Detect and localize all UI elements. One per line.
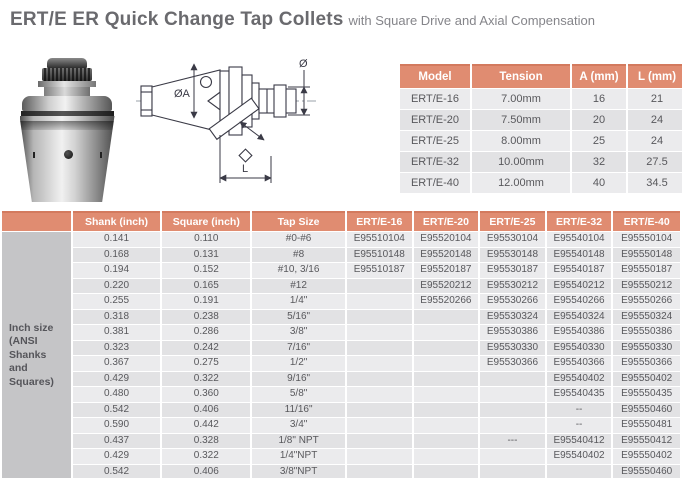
part-cell [414,387,479,402]
spec-cell: 25 [572,131,626,151]
part-cell: 0.367 [73,356,161,371]
spec-table [398,63,682,194]
page-subtitle: with Square Drive and Axial Compensation [348,13,595,28]
part-cell: 0.238 [162,310,250,325]
table-row [2,387,680,402]
part-cell: 0.542 [73,465,161,478]
product-photo [10,58,124,206]
part-cell: 0.168 [73,248,161,263]
part-cell: --- [480,434,545,449]
spec-cell: ERT/E-25 [400,131,470,151]
part-cell: E95540386 [547,325,612,340]
part-cell: 3/8" [252,325,345,340]
part-cell: 3/4" [252,418,345,433]
part-cell: E95540324 [547,310,612,325]
collet-knurled-ring [42,68,92,81]
spec-cell: 24 [628,110,682,130]
table-row [2,356,680,371]
part-cell: 0.442 [162,418,250,433]
part-cell: E95540266 [547,294,612,309]
part-cell: E95550212 [613,279,680,294]
part-cell [347,372,412,387]
table-row [2,263,680,278]
part-cell: 0.360 [162,387,250,402]
part-cell: E95530187 [480,263,545,278]
table-row [2,403,680,418]
part-cell: #0-#6 [252,232,345,247]
part-cell: 1/2" [252,356,345,371]
part-cell [480,387,545,402]
part-cell: E95550412 [613,434,680,449]
dim-label-a: ØA [174,88,190,100]
part-cell: 1/8" NPT [252,434,345,449]
column-header: Model [400,64,470,88]
part-cell: 0.429 [73,372,161,387]
part-cell [414,325,479,340]
part-cell [414,372,479,387]
table-row [400,173,682,193]
part-cell: E95540366 [547,356,612,371]
part-cell: E95550330 [613,341,680,356]
table-row [2,434,680,449]
spec-cell: 27.5 [628,152,682,172]
part-cell: 5/8" [252,387,345,402]
part-cell: E95510104 [347,232,412,247]
spec-cell: ERT/E-40 [400,173,470,193]
part-cell: 0.131 [162,248,250,263]
part-cell: 0.480 [73,387,161,402]
table-row [400,131,682,151]
spec-cell: 12.00mm [472,173,570,193]
spec-cell: 8.00mm [472,131,570,151]
part-cell [347,341,412,356]
part-cell: 0.194 [73,263,161,278]
part-cell: 0.323 [73,341,161,356]
spec-cell: 34.5 [628,173,682,193]
part-cell [347,279,412,294]
part-cell: 0.286 [162,325,250,340]
part-cell: E95550402 [613,372,680,387]
column-header: ERT/E-16 [347,211,412,231]
part-cell: 0.152 [162,263,250,278]
part-cell: E95540435 [547,387,612,402]
spec-cell: ERT/E-16 [400,89,470,109]
part-cell [347,403,412,418]
dim-label-l: L [242,163,249,175]
part-cell [480,372,545,387]
part-cell: 0.429 [73,449,161,464]
part-cell: 0.322 [162,372,250,387]
spec-cell: 16 [572,89,626,109]
collet-groove [21,111,114,116]
page-header [10,9,595,31]
part-cell: 3/8"NPT [252,465,345,478]
part-cell [414,418,479,433]
part-cell [414,356,479,371]
shank-end [141,86,152,116]
collet-slit-left [33,152,35,158]
part-cell: E95530324 [480,310,545,325]
collet-drive-hole [64,150,73,159]
column-header: ERT/E-25 [480,211,545,231]
part-cell: 1/4" [252,294,345,309]
row-group-label: Inch size (ANSI Shanks and Squares) [2,232,71,478]
part-cell: #10, 3/16 [252,263,345,278]
part-cell: E95550435 [613,387,680,402]
table-row [2,449,680,464]
part-cell: E95530386 [480,325,545,340]
table-row [400,110,682,130]
part-cell: 0.406 [162,465,250,478]
part-table-wrap [0,210,682,478]
part-cell [347,294,412,309]
part-cell: E95520187 [414,263,479,278]
part-cell: E95550402 [613,449,680,464]
table-row [2,248,680,263]
part-cell: E95550266 [613,294,680,309]
part-cell: E95520266 [414,294,479,309]
part-cell [347,449,412,464]
square-drive-square [239,149,252,162]
spec-cell: ERT/E-32 [400,152,470,172]
part-cell: E95540412 [547,434,612,449]
part-cell [414,403,479,418]
part-cell [414,449,479,464]
part-cell: 0.318 [73,310,161,325]
part-cell: E95550104 [613,232,680,247]
part-cell [547,465,612,478]
part-cell: 7/16" [252,341,345,356]
part-cell: 0.191 [162,294,250,309]
spec-cell: 10.00mm [472,152,570,172]
table-row [2,418,680,433]
part-cell: 0.220 [73,279,161,294]
part-cell: 0.141 [73,232,161,247]
spec-cell: 7.00mm [472,89,570,109]
part-cell: 0.322 [162,449,250,464]
part-cell [480,449,545,464]
part-cell: E95540187 [547,263,612,278]
cone-hole [201,77,212,88]
part-cell: #12 [252,279,345,294]
part-cell: E95520104 [414,232,479,247]
collet-body [20,116,115,202]
part-cell [480,418,545,433]
part-cell: E95550481 [613,418,680,433]
part-cell: E95530266 [480,294,545,309]
part-cell: 0.406 [162,403,250,418]
spec-cell: 24 [628,131,682,151]
part-cell: E95520212 [414,279,479,294]
part-cell [480,403,545,418]
part-cell: E95540148 [547,248,612,263]
collet-body-band [20,121,115,130]
part-cell: 11/16" [252,403,345,418]
table-row [2,279,680,294]
part-cell: 0.242 [162,341,250,356]
table-row [2,372,680,387]
spec-cell: ERT/E-20 [400,110,470,130]
part-cell: 9/16" [252,372,345,387]
part-cell [347,356,412,371]
header-row [2,211,680,231]
part-cell: 0.542 [73,403,161,418]
part-cell: 0.275 [162,356,250,371]
part-cell: E95530366 [480,356,545,371]
part-cell [347,387,412,402]
part-cell: E95540330 [547,341,612,356]
collet-cap [47,58,87,68]
part-cell: -- [547,403,612,418]
table-row [400,152,682,172]
part-cell: E95550148 [613,248,680,263]
part-cell: 0.590 [73,418,161,433]
column-header: ERT/E-32 [547,211,612,231]
part-cell: E95540402 [547,372,612,387]
part-cell [347,325,412,340]
collet-slit-right [100,152,102,158]
column-header: A (mm) [572,64,626,88]
part-cell: 0.165 [162,279,250,294]
spec-cell: 20 [572,110,626,130]
part-cell: E95550386 [613,325,680,340]
spec-cell: 40 [572,173,626,193]
spec-cell: 32 [572,152,626,172]
part-cell: 1/4"NPT [252,449,345,464]
spec-cell: 21 [628,89,682,109]
table-row [2,310,680,325]
part-cell: E95550460 [613,403,680,418]
part-cell: 0.437 [73,434,161,449]
technical-drawing-icon [128,56,396,206]
part-cell [347,310,412,325]
part-cell [347,434,412,449]
part-cell: E95520148 [414,248,479,263]
column-header: Square (inch) [162,211,250,231]
column-header: ERT/E-40 [613,211,680,231]
part-cell: E95550324 [613,310,680,325]
part-cell: E95550460 [613,465,680,478]
part-cell: E95530212 [480,279,545,294]
part-cell: E95530104 [480,232,545,247]
part-number-table [0,210,682,478]
column-header [2,211,71,231]
part-cell: #8 [252,248,345,263]
part-cell [414,465,479,478]
table-row [2,294,680,309]
part-cell: 5/16" [252,310,345,325]
dim-label-dia: Ø [299,58,308,70]
part-cell [480,465,545,478]
part-cell: E95530148 [480,248,545,263]
part-cell [347,465,412,478]
part-cell: E95540212 [547,279,612,294]
table-row [400,89,682,109]
shaft-collar [274,85,286,117]
header-row [400,64,682,88]
column-header: ERT/E-20 [414,211,479,231]
part-cell: 0.381 [73,325,161,340]
collet-neck [44,87,90,96]
part-cell: -- [547,418,612,433]
part-cell: E95540402 [547,449,612,464]
part-cell [414,341,479,356]
column-header: Tap Size [252,211,345,231]
table-row [2,341,680,356]
collet-shoulder [22,96,112,111]
page-title: ERT/E ER Quick Change Tap Collets [10,9,344,30]
column-header: Tension [472,64,570,88]
part-cell: E95530330 [480,341,545,356]
column-header: Shank (inch) [73,211,161,231]
part-cell: E95550366 [613,356,680,371]
part-cell [414,434,479,449]
part-cell: 0.110 [162,232,250,247]
column-header: L (mm) [628,64,682,88]
part-cell: E95510148 [347,248,412,263]
part-cell [347,418,412,433]
part-cell: 0.328 [162,434,250,449]
part-cell: E95550187 [613,263,680,278]
part-cell [414,310,479,325]
table-row [2,465,680,478]
part-cell: 0.255 [73,294,161,309]
table-row [2,232,680,247]
part-cell: E95510187 [347,263,412,278]
part-cell: E95540104 [547,232,612,247]
spec-cell: 7.50mm [472,110,570,130]
table-row [2,325,680,340]
